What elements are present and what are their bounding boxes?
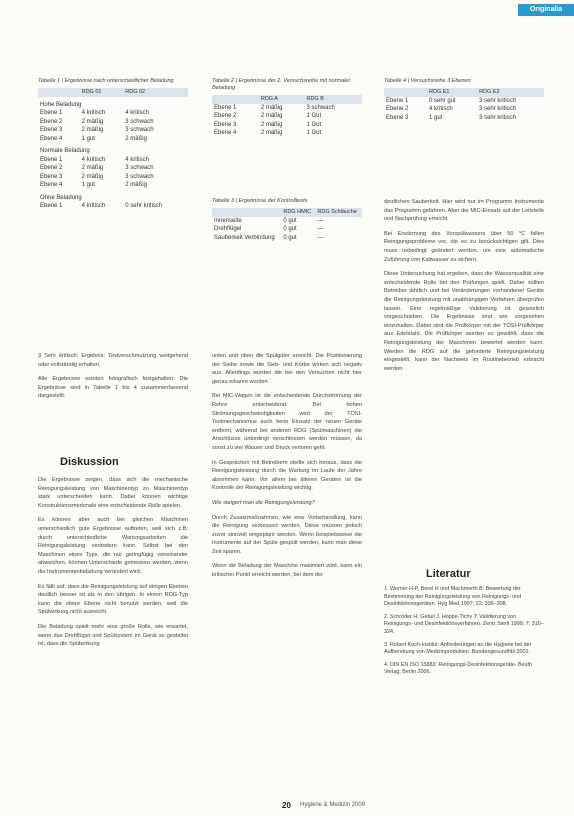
table-row: Sauberkeit Verbindung 0 gut — [214, 234, 324, 241]
table-1-caption: Tabelle 1 | Ergebnisse nach unterschiedlicher Beladung [38, 78, 174, 84]
reference-item: 3. Robert Koch-Institut: Anforderungen an die Hygiene bei der Aufbereitung von Medizinprodukten. Bundesgesundhbl 2001. [384, 641, 532, 656]
table-2-caption: Tabelle 2 | Ergebnisse der 2. Versuchsreihe mit normaler Beladung [212, 78, 351, 91]
table-row: Ebene 4 1 gut 2 mäßig [40, 135, 147, 142]
reference-item: 1. Werner H-P, Borel H und Machmerth B: Bewertung der Bestimmung der Reinigungsleistung von Reinigungs- und Desinfektionsgeräten. Hyg Med 1997; 22: 306–308. [384, 586, 522, 608]
paragraph: Bei MIC-Wagen ist die entscheidende Durchströmung der Rohre entscheidend. Bei hohen Strömungsgeschwindigkeiten wird der TOSI-Testmechanismus auch beim Einsatz der neuen Geräte entfernt, während bei anderen RDG (Spülmaschinen) die Anschlüsse unbedingt verschlossen werden müssen, da sonst zu viel Wasser und Druck verloren geht. [212, 393, 362, 451]
section-badge: Originalia [518, 4, 574, 16]
paragraph: Wenn die Beladung der Maschine maximiert wird, kann ein kritischer Punkt erreicht werden, bei dem der [212, 563, 362, 579]
journal-footer: Hygiene & Medizin 2009 [300, 802, 366, 808]
paragraph: Durch Zusatzmaßnahmen, wie eine Vorbehandlung, kann die Reinigung verbessert werden. Diese müssen jedoch zuvor sinnvoll eingeplant werden. Wenn beispielsweise die Instrumente auf der Spüle gespült werden, kann man diese Zeit sparen. [212, 514, 362, 555]
column-3-body [384, 198, 544, 538]
paragraph: Die Ergebnisse zeigen, dass sich die mechanische Reinigungsleistung von Maschinentyp zu Maschinentyp stark unterscheiden kann. Dabei können wichtige Konstruktionsmerkmale eine entscheidende Rolle spielen. [38, 477, 188, 509]
table-row: Ebene 4 2 mäßig 1 Gut [214, 130, 322, 136]
table-4 [384, 78, 544, 122]
table-2 [212, 78, 362, 138]
table-row: Ebene 2 2 mäßig 3 schwach [40, 118, 154, 125]
table-row: Innenseite 0 gut — [214, 217, 324, 224]
section-heading-literature: Literatur [426, 568, 471, 580]
section-heading-discussion: Diskussion [60, 456, 119, 468]
paragraph: Alle Ergebnisse wurden fotografisch festgehalten. Die Ergebnisse sind in Tabelle 1 bis 4 zusammenfassend dargestellt. [38, 376, 188, 400]
table-1-header: RDG 01 RDG 02 [38, 88, 188, 97]
table-row: Ebene 2 4 kritisch 3 sehr kritisch [386, 106, 517, 112]
page-number: 20 [282, 801, 291, 810]
table-row: Ebene 1 4 kritisch 4 kritisch [40, 110, 149, 116]
table-row: Ebene 1 4 kritisch 4 kritisch [40, 156, 149, 163]
table-4-caption: Tabelle 4 | Versuchsreihe 3 Ebenen [384, 78, 471, 84]
table-row: Ebene 3 1 gut 3 sehr kritisch [386, 114, 517, 121]
table-row: Ebene 1 4 kritisch 0 sehr kritisch [40, 203, 163, 209]
table-row: Ebene 2 2 mäßig 1 Gut [214, 113, 322, 119]
paragraph: Diese Untersuchung hat ergeben, dass die Wasserqualität eine entscheidende Rolle bei den Prüfungen spielt. Daher sollten Betreiber jährlich und bei Veränderungen vorhandener Geräte die Reinigungsleistung mit unabhängigen Verfahren überprüfen lassen. Eine regelmäßige Validierung ist gesetzlich vorgeschrieben. Die Ergebnisse sind wie vorgesehen einzuhalten. Dabei sind die Prüfkörper mit der TOSI-Prüfkörper aus Edelstahl. Die Prüfkörper wurden so gewählt, dass die Reinigungsleistung der Maschinen bewertet werden kann. Werden die RDG auf die geforderte Reinigungsleistung eingestellt, kann der Nachweis im Routinebetrieb erbracht werden. [384, 271, 544, 372]
column-1-body [38, 476, 188, 794]
table-4-header: RDG E1 RDG E2 [384, 88, 544, 97]
group-label: Normale Beladung [40, 148, 90, 154]
paragraph: Es können aber auch bei gleichen Maschinen unterschiedlich gute Ergebnisse auftreten, weil sich z.B. durch unterschiedliche Wartungsarbeiten die Reinigungsleistung verändern kann. Selbst bei den Maschinen eines Typs, die nur geringfügig voneinander abweichen, können Unterschiede gemessen werden, wenn die Instrumentenbeladung verändert wird. [38, 517, 188, 575]
reference-item: 4. DIN EN ISO 15883: Reinigungs-Desinfektionsgeräte. Beuth Verlag, Berlin 2006. [384, 661, 533, 676]
paragraph: unten und oben die Spülgüter erreicht. Die Positionierung der Siebe sowie die Sieb- und Körbe wirken sich negativ aus. Allerdings wurden die bei den Versuchen nicht hier genau erkannt worden. [212, 353, 362, 385]
table-row: Ebene 4 1 gut 2 mäßig [40, 182, 147, 188]
table-row: Ebene 2 2 mäßig 3 schwach [40, 165, 154, 171]
reference-item: 2. Schröder H, Gebel J, Hoppe-Tichy T: Validierung von Reinigungs- und Desinfektionsverfahren. Zentr Steril 1999; 7: 315–324. [384, 613, 544, 635]
paragraph: Es fällt auf, dass die Reinigungsleistung auf einigen Ebenen deutlich besser ist als in den übrigen. In einem RDG-Typ kann die obere Ebene nicht benutzt werden, weil die Spülwirkung nicht ausreicht. [38, 583, 188, 616]
table-row: Ebene 3 2 mäßig 3 schwach [40, 127, 154, 133]
table-row: Ebene 3 2 mäßig 1 Gut [214, 121, 322, 128]
paragraph: Bei Erwärmung des Vorspülwassers über 50 °C fallen Reinigungsprobleme vor, die es zu berücksichtigen gilt. Dies muss unbedingt geändert werden, um eine automatische Zuführung von Kaltwasser zu sichern. [384, 230, 544, 263]
paragraph: In Gesprächen mit Betreibern stellte sich heraus, dass die Reinigungsleistung durch die Wartung im Laufe der Jahre abnehmen kann. Vor allem bei älteren Geräten ist die Kontrolle der Reinigungsleistung wichtig. [212, 459, 362, 492]
subheading-question: Wie steigert man die Reinigungsleistung? [212, 499, 315, 506]
table-row: Ebene 1 0 sehr gut 3 sehr kritisch [386, 97, 517, 104]
table-3-header: RDG HMIC RDG Schläuche [212, 208, 362, 217]
table-row: Drehflügel 0 gut — [214, 226, 324, 232]
group-label: Ohne Beladung [40, 194, 82, 201]
reference-list [384, 586, 546, 677]
paragraph: Die Beladung spielt mehr eine große Rolle, wie erwartet, wenn das Drehflügel und Spülsystem im Gerät so gestaltet ist, dass die Spülwirkung [38, 623, 188, 648]
table-3-caption: Tabelle 3 | Ergebnisse der Kontrolltests [212, 198, 308, 204]
table-3 [212, 198, 362, 242]
table-2-header: RDG A RDG B [212, 95, 362, 104]
table-1 [38, 78, 188, 211]
table-row: Ebene 3 2 mäßig 3 schwach [40, 173, 154, 180]
column-2-body [212, 352, 362, 798]
table-row: Ebene 1 2 mäßig 3 schwach [214, 104, 335, 111]
group-label: Hohe Beladung [40, 101, 82, 108]
column-1-top [38, 352, 188, 442]
list-item: 3 Sehr kritisch: Ergebnis: Testverschmutzung weitgehend oder vollständig erhalten. [38, 353, 188, 368]
paragraph: deutlichen Sauberkeit. Hier wird nur im Programm Instrumente das Programm gefahren. Aber die MIC-Einsatz auf der Leitstelle und Nachprüfung erreicht. [384, 199, 544, 223]
